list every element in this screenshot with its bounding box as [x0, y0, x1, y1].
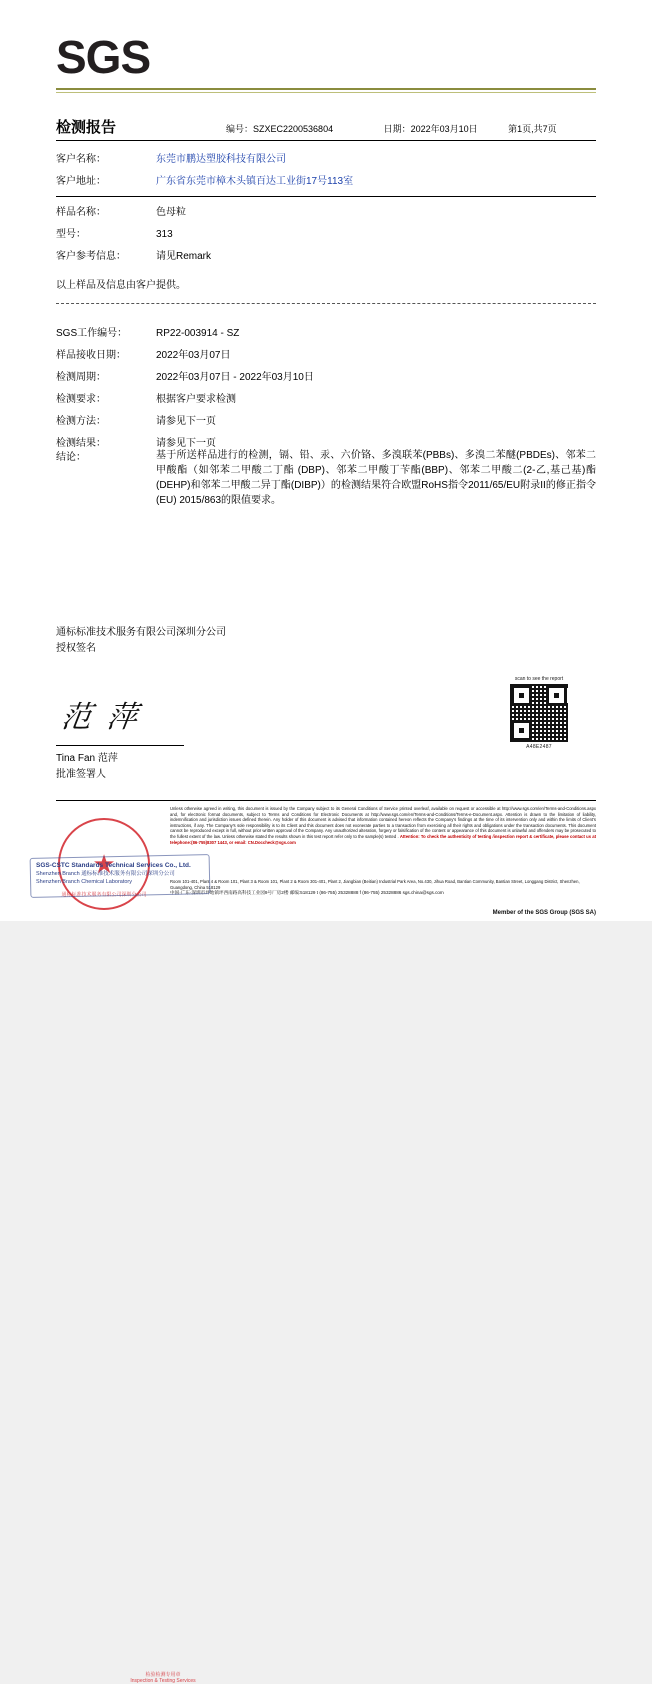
qr-code-text: A48E2487: [526, 744, 552, 750]
field-test-period: [56, 371, 596, 384]
logo-divider: [56, 88, 596, 90]
field-label: 样品名称：: [56, 207, 106, 218]
footer-legal-text: [170, 806, 596, 845]
field-label: 型号：: [56, 229, 86, 240]
field-label: SGS工作编号：: [56, 328, 128, 339]
qr-code-icon[interactable]: [510, 684, 568, 742]
field-customer-name: [56, 153, 596, 166]
qr-finder-top-right: [546, 685, 567, 706]
qr-caption: scan to see the report: [514, 676, 564, 682]
field-test-method: [56, 415, 596, 428]
conclusion-label: 结论：: [56, 452, 86, 463]
footer-address-cn: 中国·广东·深圳市坪地镇坪西南路高科技工业园9号厂房2楼 邮编:518129 t (86-755) 25328888 f (86-755) 25328886 sgs.china@sgs.com: [170, 890, 444, 896]
divider-top: [56, 140, 596, 141]
report-title-row: [56, 116, 596, 137]
field-sample-name: [56, 206, 596, 219]
sample-info-block: [56, 206, 596, 272]
signature-block: [56, 625, 226, 657]
blue-stamp-line1: SGS-CSTC Standards Technical Services Co., Ltd.: [36, 862, 191, 869]
sgs-logo: SGS: [56, 31, 151, 83]
page-title: 检测报告: [56, 119, 117, 136]
field-label: 客户地址：: [56, 176, 106, 187]
field-value: 2022年03月07日: [156, 350, 231, 361]
field-label: 检测周期：: [56, 372, 106, 383]
blue-stamp-line2: Shenzhen Branch 通标标准技术服务有限公司深圳分公司: [36, 871, 175, 877]
field-value: 根据客户要求检测: [156, 394, 236, 405]
field-value: 请参见下一页: [156, 416, 216, 427]
field-value: RP22-003914 - SZ: [156, 328, 240, 339]
sample-note: 以上样品及信息由客户提供。: [56, 280, 186, 291]
stamp-ring-text: 通标标准技术服务有限公司深圳分公司: [61, 892, 147, 898]
field-label: 检测方法：: [56, 416, 106, 427]
report-number: 编号：SZXEC2200536804: [226, 124, 334, 134]
field-sample-model: [56, 228, 596, 241]
footer-attention-notice: Attention: To check the authenticity of testing /inspection report & certificate, please contact us at telephone:(86-755)8307 1443, or email: CN.Doccheck@sgs.com: [170, 833, 597, 845]
field-value: 请见Remark: [156, 251, 212, 262]
blue-stamp-line3: Shenzhen Branch Chemical Laboratory: [36, 879, 133, 885]
field-value: 东莞市鹏达塑胶科技有限公司: [156, 154, 286, 165]
signer-name: Tina Fan 范萍: [56, 753, 118, 764]
testing-info-block: [56, 327, 596, 459]
field-label: 检测结果：: [56, 438, 106, 449]
qr-block[interactable]: [508, 676, 570, 750]
footer-address-block: [170, 879, 596, 896]
field-value: 313: [156, 229, 173, 240]
field-value: 色母粒: [156, 207, 186, 218]
logo-divider-secondary: [56, 92, 596, 93]
conclusion-text: 基于所送样品进行的检测，镉、铅、汞、六价铬、多溴联苯(PBBs)、多溴二苯醚(PBDEs)、邻苯二甲酸酯（如邻苯二甲酸二丁酯 (DBP)、邻苯二甲酸丁苄酯(BBP)、邻苯二甲酸二(2-乙,基己基)酯(DEHP)和邻苯二甲酸二异丁酯(DIBP)）的检测结果符合欧盟RoHS指令2011/65/EU附录II的修正指令(EU) 2015/863的限值要求。: [156, 450, 596, 506]
divider-dashed: [56, 303, 596, 304]
customer-info-block: [56, 153, 596, 197]
star-icon: ★: [92, 849, 116, 879]
field-label: 客户参考信息：: [56, 251, 126, 262]
field-received-date: [56, 349, 596, 362]
field-label: 客户名称：: [56, 154, 106, 165]
footer-legal-paragraph: Unless otherwise agreed in writing, this document is issued by the Company subject to its General Conditions of Service printed overleaf, available on request or accessible at http://www.sgs.com/en/Terms-and-Conditions.aspx and, for electronic format documents, subject to Terms and Conditions for Electronic Documents at http://www.sgs.com/en/Terms-and-Conditions/Terms-e-Document.aspx. Attention is drawn to the limitation of liability, indemnification and jurisdiction issues defined therein. Any holder of this document is advised that information contained hereon reflects the Company's findings at the time of its intervention only and within the limits of Client's instructions, if any. The Company's sole responsibility is to its Client and this document does not exonerate parties to a transaction from exercising all their rights and obligations under the transaction documents. This document cannot be reproduced except in full, without prior written approval of the Company. Any unauthorized alteration, forgery or falsification of the content or appearance of this document is unlawful and offenders may be prosecuted to the fullest extent of the law. Unless otherwise stated the results shown in this test report refer only to the sample(s) tested .: [170, 806, 596, 839]
sgs-logo-block: [56, 31, 596, 83]
footer-divider: [56, 800, 596, 801]
field-customer-address: [56, 175, 596, 188]
qr-finder-bottom-left: [511, 720, 532, 741]
blue-lab-stamp: [36, 862, 206, 886]
field-label: 样品接收日期：: [56, 350, 126, 361]
field-value: 2022年03月07日 - 2022年03月10日: [156, 372, 314, 383]
signer-role: 批准签署人: [56, 769, 106, 780]
report-date: 日期：2022年03月10日: [383, 124, 478, 134]
report-page-count: 第1页,共7页: [508, 124, 557, 134]
field-job-number: [56, 327, 596, 340]
field-customer-reference: [56, 250, 596, 263]
report-meta: [226, 122, 557, 135]
footer-address-line2: Room 101-401, Plant 4 & Room 101, Plant 3 & Room 101, Plant 2 & Room 301-401, Plant 2, Jiangbian (Beitian) Industrial Park Area, No.430, Jihua Road, Bantian Community, Bantian Street, Longgang District, Shenzhen, Guangdong, China 518129: [170, 879, 580, 890]
signature-line: [56, 745, 184, 746]
field-value: 请参见下一页: [156, 438, 216, 449]
signing-company: 通标标准技术服务有限公司深圳分公司: [56, 627, 226, 638]
authorized-signature-label: 授权签名: [56, 643, 96, 654]
field-label: 检测要求：: [56, 394, 106, 405]
footer-member-line: Member of the SGS Group (SGS SA): [492, 910, 596, 916]
conclusion-block: [56, 448, 596, 508]
stamp-inspection-label: 检验检测专用章 Inspection & Testing Services: [130, 1672, 196, 1684]
field-test-requirement: [56, 393, 596, 406]
divider-customer: [56, 196, 596, 197]
field-value: 广东省东莞市樟木头镇百达工业街17号113室: [156, 176, 354, 187]
qr-finder-top-left: [511, 685, 532, 706]
handwritten-signature: 范 萍: [59, 701, 144, 734]
